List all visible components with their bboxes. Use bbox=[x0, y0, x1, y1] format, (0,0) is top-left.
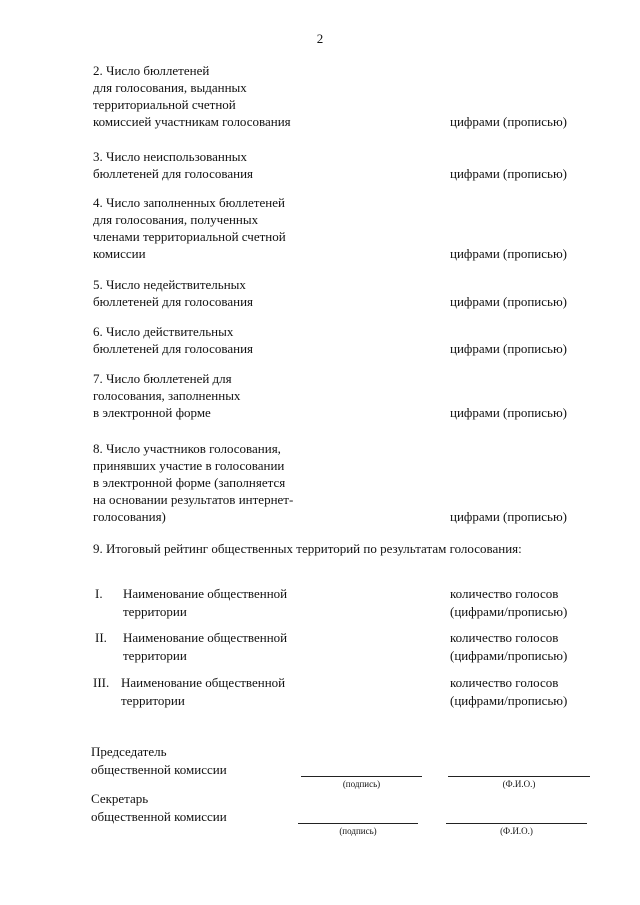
count-value-label: цифрами (прописью) bbox=[450, 509, 567, 524]
count-item-line: на основании результатов интернет- bbox=[93, 492, 294, 507]
votes-line: (цифрами/прописью) bbox=[450, 693, 568, 708]
count-value-label: цифрами (прописью) bbox=[450, 166, 567, 181]
territory-name-line: Наименование общественной bbox=[123, 586, 288, 601]
count-item-line: бюллетеней для голосования bbox=[93, 341, 254, 356]
signature-caption: (подпись) bbox=[339, 826, 377, 836]
count-value-label: цифрами (прописью) bbox=[450, 246, 567, 261]
count-item-line: 3. Число неиспользованных bbox=[93, 149, 248, 164]
votes-count-3 bbox=[450, 674, 567, 710]
secretary-role bbox=[91, 790, 227, 826]
secretary-name-line[interactable] bbox=[446, 823, 587, 824]
count-item-4 bbox=[93, 194, 286, 262]
territory-name-line: Наименование общественной bbox=[121, 675, 286, 690]
votes-count-2 bbox=[450, 629, 567, 665]
count-item-line: 6. Число действительных bbox=[93, 324, 234, 339]
territory-name bbox=[123, 585, 287, 621]
rating-number: I. bbox=[95, 586, 103, 601]
count-item-line: голосования, заполненных bbox=[93, 388, 241, 403]
count-item-line: бюллетеней для голосования bbox=[93, 166, 254, 181]
rating-row-1 bbox=[95, 585, 435, 621]
count-item-2 bbox=[93, 62, 291, 130]
territory-name-line: Наименование общественной bbox=[123, 630, 288, 645]
count-item-line: в электронной форме bbox=[93, 405, 211, 420]
rating-row-2 bbox=[95, 629, 435, 665]
rating-heading: 9. Итоговый рейтинг общественных территорий по результатам голосования: bbox=[93, 541, 522, 556]
count-item-line: в электронной форме (заполняется bbox=[93, 475, 286, 490]
territory-name-line: территории bbox=[123, 604, 187, 619]
votes-line: количество голосов bbox=[450, 630, 559, 645]
votes-line: количество голосов bbox=[450, 586, 559, 601]
role-line: общественной комиссии bbox=[91, 762, 227, 777]
territory-name bbox=[121, 674, 285, 710]
count-value-label: цифрами (прописью) bbox=[450, 341, 567, 356]
rating-row-3 bbox=[93, 674, 433, 710]
page-number: 2 bbox=[316, 31, 324, 46]
secretary-signature-line[interactable] bbox=[298, 823, 418, 824]
chairman-role bbox=[91, 743, 227, 779]
count-item-3 bbox=[93, 148, 253, 182]
count-item-line: 7. Число бюллетеней для bbox=[93, 371, 232, 386]
rating-number: II. bbox=[95, 630, 107, 645]
role-line: Секретарь bbox=[91, 791, 149, 806]
votes-line: количество голосов bbox=[450, 675, 559, 690]
name-caption: (Ф.И.О.) bbox=[500, 826, 533, 836]
role-line: общественной комиссии bbox=[91, 809, 227, 824]
count-value-label: цифрами (прописью) bbox=[450, 294, 567, 309]
count-item-8 bbox=[93, 440, 293, 525]
votes-line: (цифрами/прописью) bbox=[450, 604, 568, 619]
name-caption: (Ф.И.О.) bbox=[502, 779, 536, 789]
count-item-5 bbox=[93, 276, 253, 310]
count-item-line: принявших участие в голосовании bbox=[93, 458, 285, 473]
count-item-line: комиссией участникам голосования bbox=[93, 114, 291, 129]
count-item-line: 5. Число недействительных bbox=[93, 277, 246, 292]
territory-name bbox=[123, 629, 287, 665]
role-line: Председатель bbox=[91, 744, 167, 759]
count-item-6 bbox=[93, 323, 253, 357]
count-item-line: территориальной счетной bbox=[93, 97, 236, 112]
territory-name-line: территории bbox=[121, 693, 185, 708]
count-item-line: для голосования, выданных bbox=[93, 80, 247, 95]
count-item-line: для голосования, полученных bbox=[93, 212, 259, 227]
votes-line: (цифрами/прописью) bbox=[450, 648, 568, 663]
chairman-name-line[interactable] bbox=[448, 776, 590, 777]
signature-caption: (подпись) bbox=[342, 779, 381, 789]
count-item-line: бюллетеней для голосования bbox=[93, 294, 254, 309]
count-item-line: голосования) bbox=[93, 509, 166, 524]
count-value-label: цифрами (прописью) bbox=[450, 405, 567, 420]
count-item-line: 2. Число бюллетеней bbox=[93, 63, 210, 78]
chairman-signature-line[interactable] bbox=[301, 776, 422, 777]
count-item-line: комиссии bbox=[93, 246, 146, 261]
count-item-7 bbox=[93, 370, 240, 421]
rating-number: III. bbox=[93, 675, 110, 690]
count-value-label: цифрами (прописью) bbox=[450, 114, 567, 129]
count-item-line: 8. Число участников голосования, bbox=[93, 441, 281, 456]
count-item-line: 4. Число заполненных бюллетеней bbox=[93, 195, 285, 210]
count-item-line: членами территориальной счетной bbox=[93, 229, 286, 244]
territory-name-line: территории bbox=[123, 648, 187, 663]
votes-count-1 bbox=[450, 585, 567, 621]
